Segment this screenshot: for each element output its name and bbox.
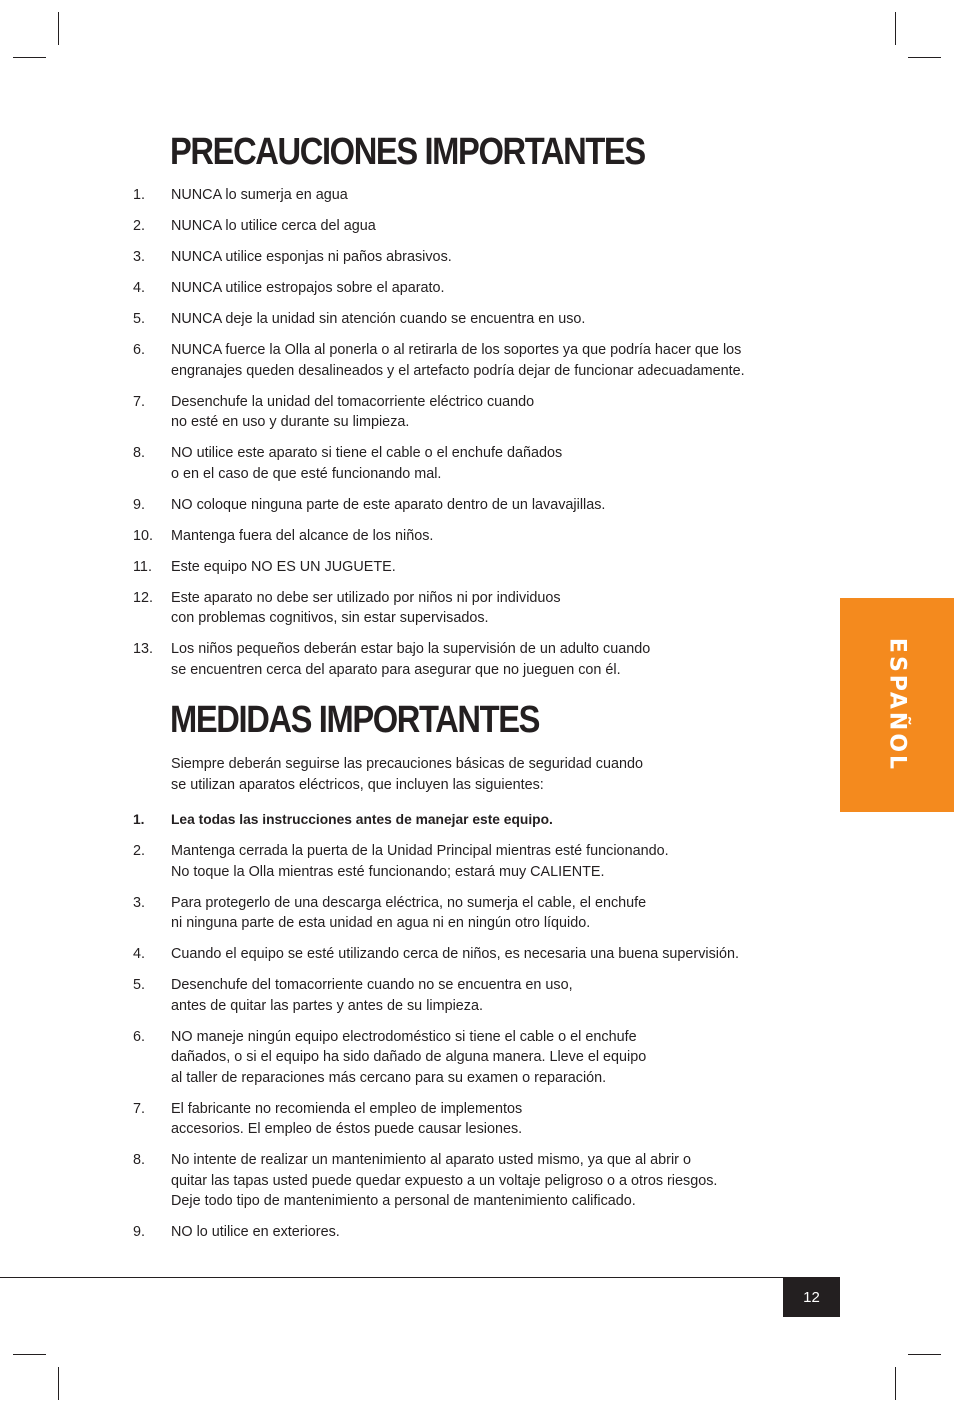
item-text — [133, 975, 823, 1016]
item-text — [133, 278, 823, 299]
list-item — [133, 495, 823, 516]
list-item — [133, 557, 823, 578]
item-line: Desenchufe la unidad del tomacorriente eléctrico cuando — [171, 393, 535, 410]
list-item — [133, 893, 823, 934]
item-number: 5. — [133, 977, 146, 993]
item-number: 11. — [133, 558, 152, 575]
item-line: No intente de realizar un mantenimiento al aparato usted mismo, ya que al abrir o — [171, 1152, 691, 1168]
item-line: antes de quitar las partes y antes de su limpieza. — [171, 997, 483, 1014]
item-number: 7. — [133, 393, 146, 410]
item-number: 1. — [133, 187, 146, 203]
item-line: NO lo utilice en exteriores. — [171, 1224, 340, 1240]
item-line: Lea todas las instrucciones antes de manejar este equipo. — [171, 812, 553, 827]
item-line: NUNCA utilice esponjas ni paños abrasivos. — [171, 249, 452, 265]
item-number: 3. — [133, 249, 146, 265]
item-text — [133, 1222, 823, 1243]
item-text — [133, 392, 823, 433]
item-text — [133, 557, 823, 578]
list-item — [133, 1027, 823, 1089]
item-number: 2. — [133, 843, 146, 859]
item-number: 8. — [133, 1152, 146, 1168]
crop-mark — [908, 1354, 941, 1355]
item-number: 2. — [133, 218, 146, 234]
item-line: Mantenga fuera del alcance de los niños. — [171, 527, 434, 544]
list-item — [133, 975, 823, 1016]
item-line: Mantenga cerrada la puerta de la Unidad Principal mientras esté funcionando. — [171, 843, 669, 859]
item-number: 13. — [133, 641, 154, 657]
page-number: 12 — [783, 1278, 840, 1317]
list-item — [133, 185, 823, 206]
intro-line: se utilizan aparatos eléctricos, que incluyen las siguientes: — [171, 776, 544, 793]
item-line: NUNCA lo utilice cerca del agua — [171, 218, 376, 234]
list-item — [133, 526, 823, 547]
list-item — [133, 278, 823, 299]
item-number: 5. — [133, 311, 146, 327]
list-item — [133, 443, 823, 484]
list-item — [133, 309, 823, 330]
item-line: Desenchufe del tomacorriente cuando no se encuentra en uso, — [171, 977, 573, 993]
item-text — [133, 216, 823, 237]
item-line: NUNCA fuerce la Olla al ponerla o al retirarla de los soportes ya que podría hacer que los — [171, 342, 742, 358]
list-item — [133, 841, 823, 882]
crop-mark — [895, 12, 896, 45]
item-line: dañados, o si el equipo ha sido dañado de alguna manera. Lleve el equipo — [171, 1049, 647, 1065]
list-item — [133, 340, 823, 381]
item-line: NUNCA utilice estropajos sobre el aparato. — [171, 280, 445, 296]
item-line: accesorios. El empleo de éstos puede causar lesiones. — [171, 1121, 523, 1137]
item-text — [133, 810, 823, 831]
item-line: Deje todo tipo de mantenimiento a personal de mantenimiento calificado. — [171, 1193, 636, 1209]
item-text — [133, 639, 823, 680]
item-line: Los niños pequeños deberán estar bajo la supervisión de un adulto cuando — [171, 641, 651, 657]
list-item — [133, 944, 823, 965]
item-text — [133, 1099, 823, 1140]
item-line: Este equipo NO ES UN JUGUETE. — [171, 558, 396, 575]
list-item — [133, 1222, 823, 1243]
item-number: 4. — [133, 946, 146, 962]
item-text — [133, 944, 823, 965]
crop-mark — [13, 1354, 46, 1355]
item-line: se encuentren cerca del aparato para asegurar que no jueguen con él. — [171, 661, 621, 678]
item-number: 6. — [133, 1028, 146, 1045]
crop-mark — [58, 1367, 59, 1400]
footer-rule — [0, 1277, 840, 1278]
list-item — [133, 588, 823, 629]
item-text — [133, 893, 823, 934]
item-number: 4. — [133, 280, 146, 296]
item-text — [133, 185, 823, 206]
language-label: ESPAÑOL — [884, 637, 910, 773]
item-text — [133, 495, 823, 516]
list-item — [133, 1150, 823, 1212]
item-text — [133, 526, 823, 547]
item-line: El fabricante no recomienda el empleo de implementos — [171, 1100, 523, 1117]
item-line: engranajes queden desalineados y el artefacto podría dejar de funcionar adecuadamente. — [171, 362, 745, 379]
item-text — [133, 340, 823, 381]
item-line: NUNCA deje la unidad sin atención cuando se encuentra en uso. — [171, 311, 586, 327]
list-item — [133, 247, 823, 268]
list-item — [133, 392, 823, 433]
crop-mark — [58, 12, 59, 45]
item-number: 9. — [133, 1224, 146, 1240]
list-item — [133, 216, 823, 237]
item-line: con problemas cognitivos, sin estar supervisados. — [171, 610, 489, 626]
crop-mark — [908, 57, 941, 58]
language-tab — [840, 598, 954, 812]
item-line: NO maneje ningún equipo electrodoméstico si tiene el cable o el enchufe — [171, 1028, 637, 1045]
item-line: Cuando el equipo se esté utilizando cerca de niños, es necesaria una buena supervisión. — [171, 946, 740, 962]
item-line: NO utilice este aparato si tiene el cable o el enchufe dañados — [171, 445, 563, 461]
precauciones-list — [133, 185, 823, 680]
item-line: no esté en uso y durante su limpieza. — [171, 414, 410, 430]
item-number: 1. — [133, 812, 145, 827]
item-line: quitar las tapas usted puede quedar expuesto a un voltaje peligroso o a otros riesgos. — [171, 1172, 718, 1189]
list-item — [133, 810, 823, 831]
precauciones-heading: PRECAUCIONES IMPORTANTES — [170, 131, 645, 173]
item-line: No toque la Olla mientras esté funcionando; estará muy CALIENTE. — [171, 863, 605, 880]
item-line: Este aparato no debe ser utilizado por niños ni por individuos — [171, 589, 561, 606]
item-text — [133, 309, 823, 330]
item-line: ni ninguna parte de esta unidad en agua ni en ningún otro líquido. — [171, 915, 591, 931]
item-line: al taller de reparaciones más cercano para su examen o reparación. — [171, 1069, 607, 1086]
medidas-intro — [171, 754, 643, 795]
item-number: 6. — [133, 342, 146, 358]
crop-mark — [895, 1367, 896, 1400]
item-text — [133, 1027, 823, 1089]
list-item — [133, 639, 823, 680]
crop-mark — [13, 57, 46, 58]
item-text — [133, 588, 823, 629]
item-number: 12. — [133, 589, 154, 606]
intro-line: Siempre deberán seguirse las precauciones básicas de seguridad cuando — [171, 756, 643, 772]
item-number: 8. — [133, 445, 146, 461]
item-line: Para protegerlo de una descarga eléctrica, no sumerja el cable, el enchufe — [171, 894, 647, 911]
item-text — [133, 443, 823, 484]
medidas-heading: MEDIDAS IMPORTANTES — [170, 699, 540, 741]
item-line: NO coloque ninguna parte de este aparato dentro de un lavavajillas. — [171, 496, 606, 513]
list-item — [133, 1099, 823, 1140]
item-number: 7. — [133, 1100, 146, 1117]
item-number: 10. — [133, 527, 154, 544]
item-number: 3. — [133, 894, 146, 911]
item-text — [133, 1150, 823, 1212]
item-line: NUNCA lo sumerja en agua — [171, 187, 348, 203]
medidas-list — [133, 810, 823, 1243]
item-number: 9. — [133, 496, 146, 513]
item-text — [133, 247, 823, 268]
item-text — [133, 841, 823, 882]
item-line: o en el caso de que esté funcionando mal. — [171, 465, 442, 482]
